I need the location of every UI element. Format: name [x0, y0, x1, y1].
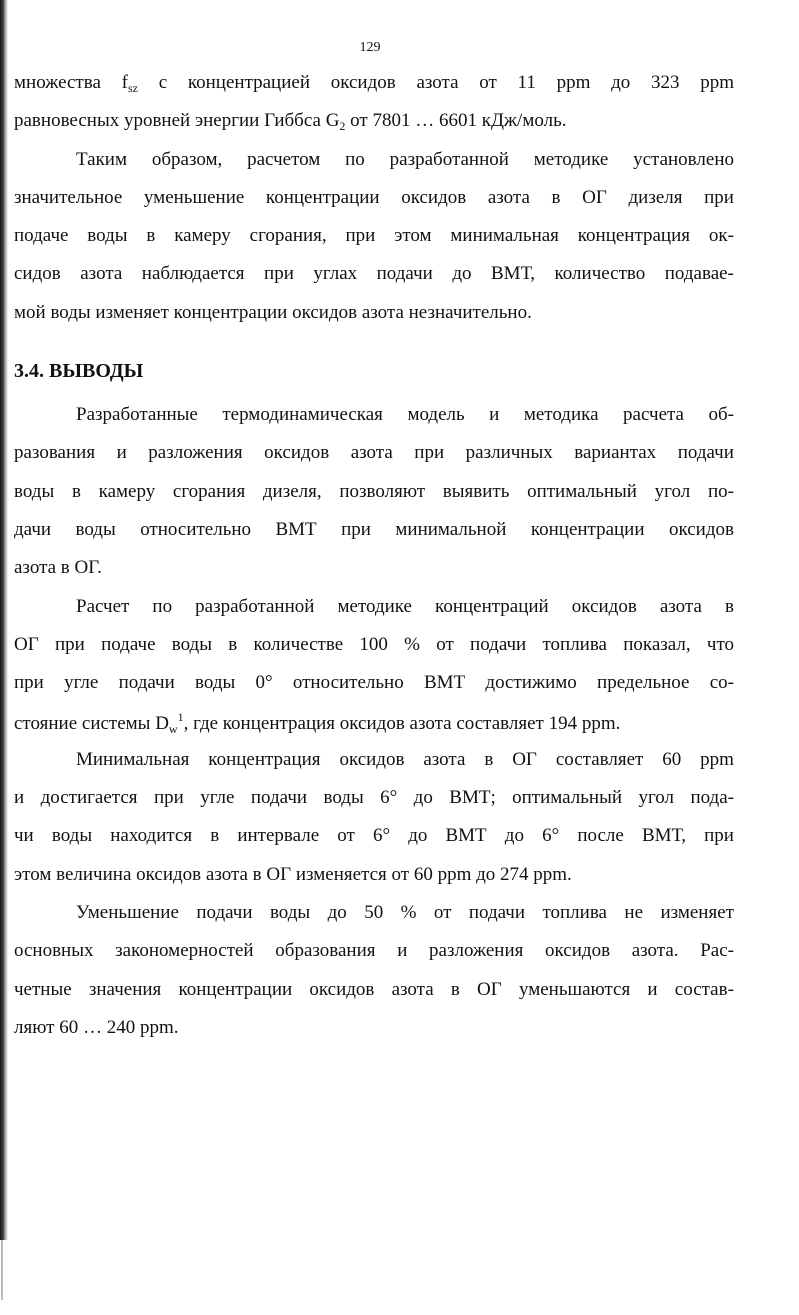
word: ВМТ	[445, 825, 487, 847]
word: от	[433, 901, 452, 923]
word: этом	[394, 225, 432, 247]
word: ВМТ	[423, 672, 466, 694]
section-heading: 3.4. ВЫВОДЫ	[14, 359, 144, 382]
word: дачи	[14, 518, 52, 540]
word: при	[345, 225, 376, 247]
word: чи	[14, 825, 34, 847]
word: Уменьшение	[76, 901, 179, 923]
paragraph-calculation	[14, 596, 734, 749]
word: подачи	[468, 901, 526, 923]
word: в	[71, 480, 81, 502]
word: топлива	[542, 901, 607, 923]
word: ppm	[700, 748, 734, 770]
text-line	[14, 825, 734, 863]
word: разложения	[148, 442, 243, 464]
word: воды	[171, 633, 212, 655]
word: относительно	[292, 672, 404, 694]
word: и	[647, 978, 658, 1000]
word: воды	[87, 225, 128, 247]
word: при	[153, 787, 184, 809]
word: различных	[465, 442, 553, 464]
word: позволяют	[339, 480, 426, 502]
word: оксидов	[545, 940, 611, 962]
word: подачи	[677, 442, 734, 464]
word: и	[14, 787, 25, 809]
word: подачи	[470, 633, 527, 655]
word: ВМТ	[275, 518, 317, 540]
word: Разработанные	[76, 404, 198, 426]
word: камеру	[174, 225, 231, 247]
word: при	[341, 518, 371, 540]
word: в	[450, 978, 460, 1000]
text-line	[14, 787, 734, 825]
word: при	[264, 263, 294, 285]
word: образом,	[151, 148, 223, 170]
word: предельное	[597, 672, 690, 694]
word: находится	[110, 825, 193, 847]
word: 0°	[255, 672, 273, 694]
word: в	[551, 186, 561, 208]
word: оптимальный	[512, 787, 623, 809]
word: об-	[708, 404, 734, 426]
word: до	[504, 825, 524, 847]
text-line: мой воды изменяет концентрации оксидов азота незначительно.	[14, 301, 532, 323]
word: методике	[533, 148, 609, 170]
scan-left-edge	[0, 0, 8, 1240]
word: количество	[554, 263, 646, 285]
word: разработанной	[195, 595, 315, 617]
word: при	[414, 442, 445, 464]
word: интервале	[237, 825, 320, 847]
word: подачи	[250, 787, 308, 809]
word: минимальной	[395, 518, 507, 540]
word: концентрации	[530, 518, 645, 540]
word: в	[228, 633, 238, 655]
word: расчетом	[247, 148, 321, 170]
word: 100	[359, 633, 388, 655]
word: от	[436, 633, 454, 655]
word: ОГ	[582, 186, 607, 208]
word: воды	[75, 518, 116, 540]
word: ВМТ,	[491, 263, 536, 285]
word: ОГ	[14, 633, 39, 655]
word: угле	[64, 672, 99, 694]
word: что	[706, 633, 734, 655]
word: подачи	[196, 901, 253, 923]
text-line	[14, 596, 734, 634]
word: в	[724, 595, 734, 617]
paragraph-model	[14, 404, 734, 595]
word: воды	[14, 480, 55, 502]
word: со-	[709, 672, 734, 694]
word: вариантах	[574, 442, 657, 464]
paragraph-conclusion-summary	[14, 149, 734, 340]
word: Расчет	[76, 595, 130, 617]
word: основных	[14, 940, 94, 962]
word: составляет	[555, 748, 644, 770]
word: сгорания,	[249, 225, 327, 247]
word: ВМТ,	[641, 825, 686, 847]
word: подачи	[376, 263, 433, 285]
word: при	[704, 186, 734, 208]
word: до	[452, 263, 472, 285]
word: подаче	[14, 225, 69, 247]
word: количестве	[253, 633, 344, 655]
word: изменяет	[660, 901, 734, 923]
word: четные	[14, 978, 72, 1000]
word: после	[577, 825, 624, 847]
word: оптимальный	[527, 480, 637, 502]
word: угол	[654, 480, 691, 502]
word: по	[345, 148, 365, 170]
word: углах	[313, 263, 358, 285]
word: Минимальная	[76, 748, 190, 770]
word: достигается	[40, 787, 138, 809]
word: и	[489, 404, 500, 426]
text-line: множества $f_{sz}$ с концентрацией оксидов азота от 11 ppm до 323 ppm	[14, 72, 734, 95]
text-line	[14, 749, 734, 787]
text-line: стояние системы $D_w^1$, где концентрация оксидов азота составляет 194 ppm.	[14, 710, 621, 737]
paragraph-minimum	[14, 749, 734, 902]
word: угол	[638, 787, 675, 809]
text-line	[14, 979, 734, 1017]
word: до	[327, 901, 347, 923]
word: минимальная	[450, 225, 559, 247]
text-line	[14, 634, 734, 672]
word: азота	[80, 263, 123, 285]
word: 6°	[372, 825, 391, 847]
word: ОГ	[512, 748, 537, 770]
word: до	[413, 787, 433, 809]
text-line: этом величина оксидов азота в ОГ изменяется от 60 ppm до 274 ppm.	[14, 863, 572, 885]
word: 60	[662, 748, 682, 770]
text-line	[14, 672, 734, 710]
word: оксидов	[571, 595, 637, 617]
word: расчета	[623, 404, 684, 426]
word: в	[484, 748, 494, 770]
word: пода-	[690, 787, 734, 809]
text-line	[14, 225, 734, 263]
paragraph-continuation	[14, 72, 734, 149]
text-line	[14, 404, 734, 442]
paragraph-reduction	[14, 902, 734, 1055]
page-body	[14, 72, 734, 1055]
word: концентрации	[265, 186, 380, 208]
word: подачи	[118, 672, 175, 694]
text-line	[14, 149, 734, 187]
word: азота	[391, 978, 434, 1000]
word: оксидов	[668, 518, 734, 540]
text-line	[14, 902, 734, 940]
word: ок-	[708, 225, 734, 247]
word: при	[704, 825, 734, 847]
word: %	[400, 901, 417, 923]
word: термодинамическая	[222, 404, 383, 426]
word: и	[116, 442, 127, 464]
word: закономерностей	[115, 940, 254, 962]
text-line	[14, 187, 734, 225]
text-line	[14, 519, 734, 557]
text-line	[14, 442, 734, 480]
word: значительное	[14, 186, 123, 208]
word: образования	[275, 940, 376, 962]
word: оксидов	[401, 186, 467, 208]
word: азота	[487, 186, 530, 208]
word: достижимо	[485, 672, 577, 694]
text-line	[14, 263, 734, 301]
word: уменьшение	[143, 186, 245, 208]
word: азота	[659, 595, 702, 617]
word: оксидов	[339, 748, 405, 770]
word: ВМТ;	[449, 787, 496, 809]
word: 6°	[542, 825, 560, 847]
text-line: равновесных уровней энергии Гиббса $G_2$ от 7801 … 6601 кДж/моль.	[14, 110, 567, 134]
word: и	[397, 940, 408, 962]
word: 50	[364, 901, 384, 923]
word: от	[337, 825, 355, 847]
word: при	[54, 633, 85, 655]
word: дизеля,	[262, 480, 322, 502]
scan-left-edge-lower	[1, 1240, 3, 1300]
word: показал,	[623, 633, 691, 655]
word: угле	[200, 787, 235, 809]
word: воды	[51, 825, 93, 847]
word: сидов	[14, 263, 61, 285]
word: азота	[350, 442, 393, 464]
word: оксидов	[264, 442, 330, 464]
word: %	[404, 633, 420, 655]
word: воды	[323, 787, 364, 809]
word: воды	[269, 901, 311, 923]
word: разработанной	[389, 148, 509, 170]
word: методика	[523, 404, 599, 426]
word: азота	[423, 748, 466, 770]
word: Рас-	[700, 940, 734, 962]
word: топлива	[542, 633, 607, 655]
word: выявить	[442, 480, 510, 502]
word: наблюдается	[141, 263, 245, 285]
word: ОГ	[477, 978, 502, 1000]
word: азота.	[631, 940, 679, 962]
word: не	[624, 901, 644, 923]
word: концентраций	[435, 595, 549, 617]
word: Таким	[76, 148, 127, 170]
word: при	[14, 672, 44, 694]
word: концентрация	[208, 748, 321, 770]
word: оксидов	[309, 978, 375, 1000]
word: по-	[707, 480, 734, 502]
word: подавае-	[664, 263, 734, 285]
word: дизеля	[628, 186, 683, 208]
word: до	[408, 825, 428, 847]
word: подаче	[101, 633, 156, 655]
word: сгорания	[172, 480, 246, 502]
word: методике	[337, 595, 412, 617]
word: 6°	[380, 787, 398, 809]
word: установлено	[633, 148, 734, 170]
word: состав-	[674, 978, 734, 1000]
page-number: 129	[359, 40, 381, 55]
word: модель	[407, 404, 465, 426]
word: в	[210, 825, 220, 847]
word: значения	[88, 978, 162, 1000]
word: разложения	[429, 940, 524, 962]
text-line	[14, 940, 734, 978]
word: концентрация	[577, 225, 691, 247]
word: камеру	[98, 480, 156, 502]
word: концентрации	[178, 978, 293, 1000]
word: в	[146, 225, 156, 247]
text-line: азота в ОГ.	[14, 557, 102, 579]
word: воды	[195, 672, 236, 694]
text-line	[14, 481, 734, 519]
word: уменьшаются	[518, 978, 631, 1000]
text-line: ляют 60 … 240 ppm.	[14, 1016, 179, 1038]
word: разования	[14, 442, 96, 464]
word: относительно	[140, 518, 252, 540]
word: по	[152, 595, 173, 617]
